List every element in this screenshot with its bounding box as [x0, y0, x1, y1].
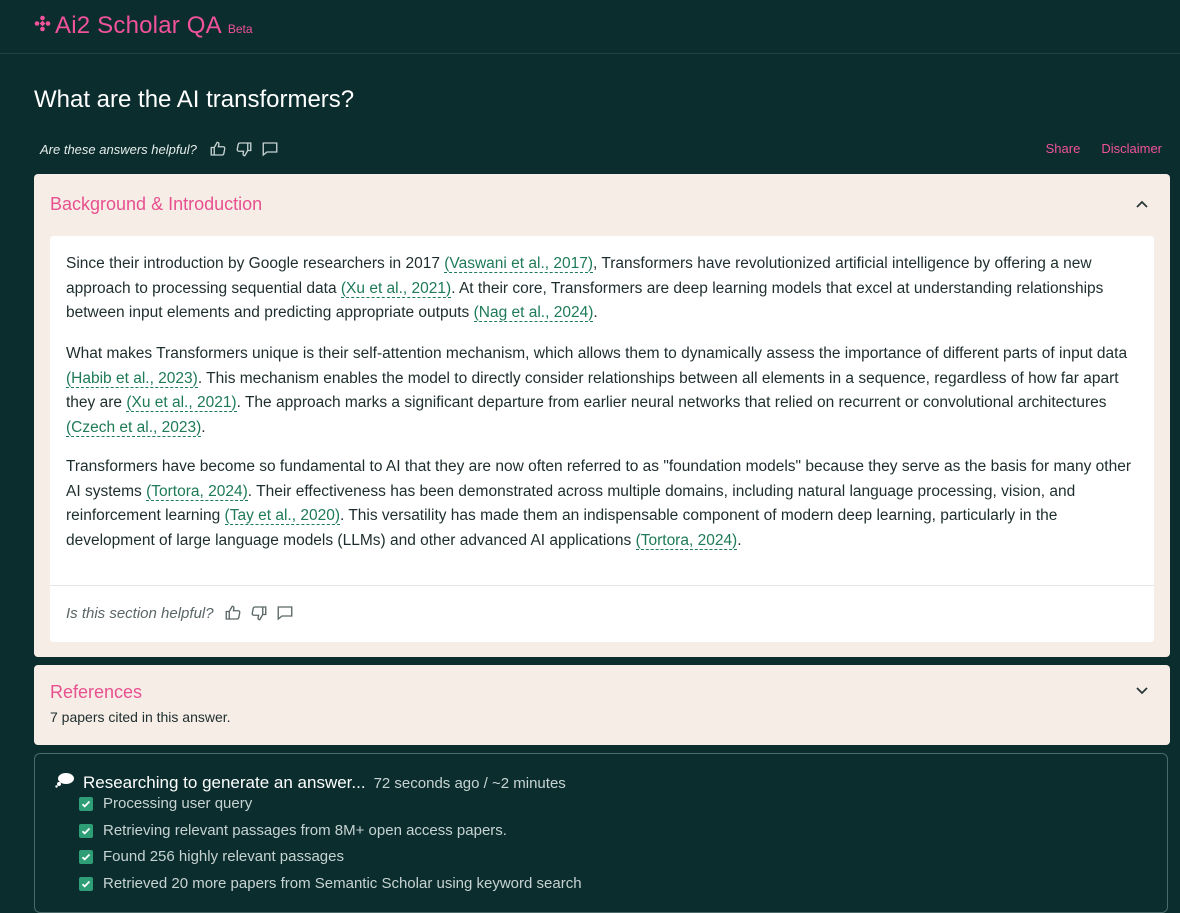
paragraph-text: . This versatility has made them an indispensable component of modern deep learning, particularly in the development of large language models (LLMs) and other advanced AI applications — [66, 507, 1058, 549]
paragraph — [66, 252, 1141, 326]
progress-time: 72 seconds ago / ~2 minutes — [373, 775, 566, 792]
section-title[interactable]: Background & Introduction — [50, 194, 263, 214]
progress-step-label: Retrieving relevant passages from 8M+ open access papers. — [103, 822, 507, 839]
thumbs-up-icon[interactable] — [222, 602, 244, 624]
paragraph-text: What makes Transformers unique is their self-attention mechanism, which allows them to dynamically assess the importance of different parts of input data — [66, 345, 1128, 362]
references-count: 7 papers cited in this answer. — [50, 709, 231, 725]
brand-name: Ai2 Scholar QA — [55, 12, 222, 39]
brand-logo[interactable] — [34, 12, 253, 40]
thumbs-up-icon[interactable] — [207, 138, 229, 160]
top-bar — [0, 0, 1180, 54]
answer-feedback — [40, 138, 281, 160]
background-section — [34, 174, 1170, 657]
paragraph-text: Transformers have become so fundamental to AI that they are now often referred to as "foundation models" because they serve as the basis for many other AI systems — [66, 458, 1132, 500]
paragraph-text: . This mechanism enables the model to directly consider relationships between all elements in a sequence, regardless of how far apart they are — [66, 369, 1119, 411]
checkbox-checked-icon — [79, 797, 93, 811]
checkbox-checked-icon — [79, 877, 93, 891]
references-title[interactable]: References — [50, 682, 143, 702]
sparkle-logo-icon — [34, 15, 51, 38]
citation-link[interactable]: (Nag et al., 2024) — [473, 304, 594, 321]
comment-icon[interactable] — [274, 602, 296, 624]
section-feedback — [66, 602, 296, 624]
paragraph-text: , Transformers have revolutionized artificial intelligence by offering a new approach to processing sequential data — [66, 255, 1092, 297]
thumbs-down-icon[interactable] — [248, 602, 270, 624]
section-feedback-prompt: Is this section helpful? — [66, 604, 214, 622]
paragraph-text: . — [737, 531, 742, 549]
question-title: What are the AI transformers? — [34, 86, 355, 113]
disclaimer-link[interactable]: Disclaimer — [1101, 141, 1162, 156]
comment-icon[interactable] — [259, 138, 281, 160]
progress-step-label: Retrieved 20 more papers from Semantic Scholar using keyword search — [103, 875, 582, 892]
divider — [50, 585, 1154, 586]
progress-title: Researching to generate an answer... — [83, 773, 366, 792]
paragraph-text: . The approach marks a significant departure from earlier neural networks that relied on recurrent or convolutional architectures — [236, 394, 1107, 411]
chevron-down-icon[interactable] — [1134, 682, 1150, 698]
progress-step — [79, 875, 582, 892]
citation-link[interactable]: (Czech et al., 2023) — [66, 418, 202, 436]
progress-step-label: Processing user query — [103, 795, 253, 812]
paragraph-text: Since their introduction by Google researchers in 2017 — [66, 255, 445, 272]
research-progress-panel — [34, 753, 1168, 913]
paragraph — [66, 342, 1141, 440]
references-section — [34, 665, 1170, 745]
paragraph-text: . — [201, 418, 206, 436]
citation-link[interactable]: (Tortora, 2024) — [635, 531, 738, 549]
citation-link[interactable]: (Habib et al., 2023) — [66, 369, 198, 387]
progress-step — [79, 795, 252, 812]
share-link[interactable]: Share — [1045, 141, 1081, 156]
progress-header — [55, 772, 566, 793]
top-links — [1046, 141, 1162, 156]
paragraph-text: . Their effectiveness has been demonstrated across multiple domains, including natural language processing, vision, and reinforcement learning — [66, 482, 1076, 524]
paragraph-text: . At their core, Transformers are deep learning models that excel at understanding relationships between input elements and predicting appropriate outputs — [66, 279, 1104, 321]
citation-link[interactable]: (Tortora, 2024) — [146, 482, 248, 500]
paragraph — [66, 455, 1141, 553]
citation-link[interactable]: (Tay et al., 2020) — [224, 507, 340, 524]
chevron-up-icon[interactable] — [1134, 197, 1150, 213]
progress-step — [79, 848, 344, 865]
beta-badge: Beta — [227, 22, 253, 36]
thumbs-down-icon[interactable] — [233, 138, 255, 160]
feedback-prompt: Are these answers helpful? — [40, 141, 197, 157]
paragraph-text: . — [593, 304, 598, 321]
citation-link[interactable]: (Vaswani et al., 2017) — [444, 255, 594, 272]
checkbox-checked-icon — [79, 824, 93, 838]
progress-step-label: Found 256 highly relevant passages — [103, 848, 344, 865]
progress-step — [79, 822, 507, 839]
citation-link[interactable]: (Xu et al., 2021) — [126, 394, 237, 411]
checkbox-checked-icon — [79, 850, 93, 864]
citation-link[interactable]: (Xu et al., 2021) — [340, 279, 452, 297]
section-content — [50, 236, 1154, 642]
thought-bubble-icon — [55, 772, 75, 793]
